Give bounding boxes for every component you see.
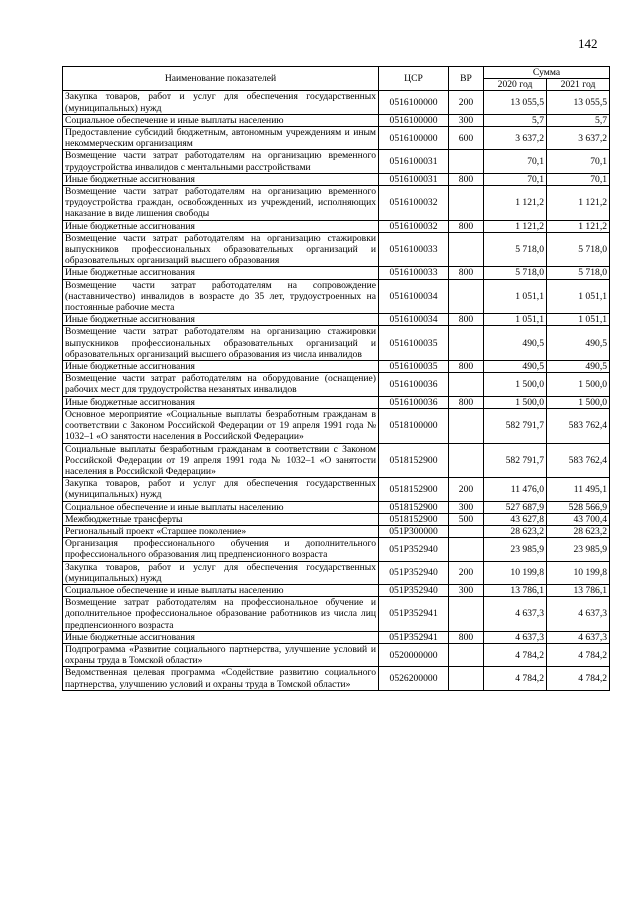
row-vr-cell: 300 <box>449 501 484 513</box>
row-sum-2021-cell: 5 718,0 <box>547 232 610 267</box>
table-row <box>63 114 610 126</box>
row-name-cell: Социальное обеспечение и иные выплаты населению <box>63 114 379 126</box>
row-code-cell: 0516100034 <box>379 314 449 326</box>
row-vr-cell <box>449 150 484 173</box>
row-sum-2020-cell: 582 791,7 <box>484 408 547 443</box>
row-name-cell: Закупка товаров, работ и услуг для обеспечения государственных (муниципальных) нужд <box>63 91 379 114</box>
row-sum-2020-cell: 3 637,2 <box>484 127 547 150</box>
row-sum-2020-cell: 4 784,2 <box>484 667 547 690</box>
row-vr-cell <box>449 279 484 314</box>
row-sum-2020-cell: 1 121,2 <box>484 186 547 221</box>
row-sum-2021-cell: 70,1 <box>547 173 610 185</box>
table-row <box>63 501 610 513</box>
row-sum-2021-cell: 5,7 <box>547 114 610 126</box>
table-row <box>63 443 610 478</box>
row-code-cell: 0516100035 <box>379 326 449 361</box>
row-sum-2020-cell: 70,1 <box>484 173 547 185</box>
row-vr-cell <box>449 443 484 478</box>
row-sum-2020-cell: 13 786,1 <box>484 584 547 596</box>
row-sum-2021-cell: 11 495,1 <box>547 478 610 501</box>
row-sum-2021-cell: 13 055,5 <box>547 91 610 114</box>
row-name-cell: Иные бюджетные ассигнования <box>63 631 379 643</box>
table-row <box>63 186 610 221</box>
row-vr-cell <box>449 408 484 443</box>
row-sum-2020-cell: 1 121,2 <box>484 220 547 232</box>
row-sum-2021-cell: 23 985,9 <box>547 538 610 561</box>
row-sum-2021-cell: 490,5 <box>547 361 610 373</box>
row-code-cell: 051P300000 <box>379 525 449 537</box>
row-name-cell: Возмещение части затрат работодателям на организацию временного трудоустройства граждан, освобожденных из учреждений, исполняющих наказание в виде лишения свободы <box>63 186 379 221</box>
row-sum-2020-cell: 1 500,0 <box>484 373 547 396</box>
table-row <box>63 597 610 632</box>
row-vr-cell <box>449 326 484 361</box>
row-sum-2021-cell: 528 566,9 <box>547 501 610 513</box>
row-name-cell: Возмещение части затрат работодателям на организацию стажировки выпускников профессиональных образовательных организаций и образовательных организаций высшего образования из числа инвалидов <box>63 326 379 361</box>
row-name-cell: Иные бюджетные ассигнования <box>63 396 379 408</box>
row-name-cell: Социальное обеспечение и иные выплаты населению <box>63 584 379 596</box>
header-code: ЦСР <box>379 67 449 91</box>
row-sum-2021-cell: 1 051,1 <box>547 314 610 326</box>
page-number: 142 <box>578 36 598 51</box>
row-code-cell: 0518152900 <box>379 478 449 501</box>
row-vr-cell: 200 <box>449 478 484 501</box>
row-name-cell: Организация профессионального обучения и дополнительного профессионального образования лиц предпенсионного возраста <box>63 538 379 561</box>
row-vr-cell: 300 <box>449 114 484 126</box>
row-vr-cell: 300 <box>449 584 484 596</box>
row-name-cell: Иные бюджетные ассигнования <box>63 361 379 373</box>
row-vr-cell: 600 <box>449 127 484 150</box>
row-sum-2020-cell: 527 687,9 <box>484 501 547 513</box>
table-row <box>63 396 610 408</box>
row-name-cell: Закупка товаров, работ и услуг для обеспечения государственных (муниципальных) нужд <box>63 478 379 501</box>
row-code-cell: 0516100032 <box>379 186 449 221</box>
row-name-cell: Иные бюджетные ассигнования <box>63 220 379 232</box>
row-vr-cell: 800 <box>449 361 484 373</box>
row-sum-2020-cell: 5 718,0 <box>484 267 547 279</box>
row-code-cell: 0516100034 <box>379 279 449 314</box>
row-name-cell: Подпрограмма «Развитие социального партнерства, улучшение условий и охраны труда в Томской области» <box>63 643 379 666</box>
row-sum-2020-cell: 1 051,1 <box>484 279 547 314</box>
row-sum-2021-cell: 4 637,3 <box>547 631 610 643</box>
row-sum-2020-cell: 11 476,0 <box>484 478 547 501</box>
row-sum-2020-cell: 70,1 <box>484 150 547 173</box>
table-row <box>63 173 610 185</box>
table-row <box>63 220 610 232</box>
table-row <box>63 538 610 561</box>
row-code-cell: 0516100035 <box>379 361 449 373</box>
row-sum-2021-cell: 70,1 <box>547 150 610 173</box>
row-sum-2020-cell: 4 637,3 <box>484 631 547 643</box>
row-sum-2020-cell: 490,5 <box>484 361 547 373</box>
row-code-cell: 0516100031 <box>379 173 449 185</box>
row-code-cell: 0518152900 <box>379 443 449 478</box>
header-vr: ВР <box>449 67 484 91</box>
row-sum-2020-cell: 4 784,2 <box>484 643 547 666</box>
table-row <box>63 584 610 596</box>
row-sum-2020-cell: 1 051,1 <box>484 314 547 326</box>
row-sum-2021-cell: 583 762,4 <box>547 443 610 478</box>
header-year-2021: 2021 год <box>547 79 610 91</box>
table-row <box>63 561 610 584</box>
row-sum-2021-cell: 1 121,2 <box>547 186 610 221</box>
table-row <box>63 91 610 114</box>
row-sum-2020-cell: 1 500,0 <box>484 396 547 408</box>
row-sum-2021-cell: 1 500,0 <box>547 396 610 408</box>
row-code-cell: 0516100000 <box>379 91 449 114</box>
row-vr-cell <box>449 186 484 221</box>
row-sum-2020-cell: 43 627,8 <box>484 513 547 525</box>
table-row <box>63 267 610 279</box>
budget-table <box>62 66 610 691</box>
row-sum-2021-cell: 490,5 <box>547 326 610 361</box>
row-vr-cell: 800 <box>449 220 484 232</box>
row-name-cell: Ведомственная целевая программа «Содействие развитию социального партнерства, улучшению условий и охраны труда в Томской области» <box>63 667 379 690</box>
row-code-cell: 0516100000 <box>379 114 449 126</box>
row-name-cell: Иные бюджетные ассигнования <box>63 267 379 279</box>
row-sum-2021-cell: 3 637,2 <box>547 127 610 150</box>
row-sum-2020-cell: 13 055,5 <box>484 91 547 114</box>
row-name-cell: Иные бюджетные ассигнования <box>63 314 379 326</box>
row-code-cell: 0516100036 <box>379 396 449 408</box>
row-vr-cell: 200 <box>449 561 484 584</box>
row-vr-cell <box>449 597 484 632</box>
row-sum-2021-cell: 1 051,1 <box>547 279 610 314</box>
row-sum-2020-cell: 5 718,0 <box>484 232 547 267</box>
row-vr-cell: 500 <box>449 513 484 525</box>
header-name: Наименование показателей <box>63 67 379 91</box>
table-row <box>63 326 610 361</box>
row-vr-cell <box>449 643 484 666</box>
row-code-cell: 0520000000 <box>379 643 449 666</box>
table-row <box>63 513 610 525</box>
row-code-cell: 0516100000 <box>379 127 449 150</box>
row-name-cell: Социальные выплаты безработным гражданам в соответствии с Законом Российской Федерации от 19 апреля 1991 года № 1032–1 «О занятости населения в Российской Федерации» <box>63 443 379 478</box>
row-code-cell: 0518152900 <box>379 501 449 513</box>
table-row <box>63 525 610 537</box>
row-code-cell: 051P352941 <box>379 597 449 632</box>
row-sum-2021-cell: 4 784,2 <box>547 667 610 690</box>
row-sum-2021-cell: 1 500,0 <box>547 373 610 396</box>
table-row <box>63 478 610 501</box>
row-sum-2021-cell: 10 199,8 <box>547 561 610 584</box>
row-name-cell: Региональный проект «Старшее поколение» <box>63 525 379 537</box>
table-row <box>63 667 610 690</box>
row-name-cell: Возмещение части затрат работодателям на организацию стажировки выпускников профессиональных образовательных организаций и образовательных организаций высшего образования <box>63 232 379 267</box>
row-code-cell: 0516100032 <box>379 220 449 232</box>
row-sum-2021-cell: 4 784,2 <box>547 643 610 666</box>
table-row <box>63 150 610 173</box>
row-code-cell: 0516100033 <box>379 232 449 267</box>
table-row <box>63 408 610 443</box>
row-sum-2020-cell: 23 985,9 <box>484 538 547 561</box>
table-row <box>63 373 610 396</box>
row-vr-cell: 800 <box>449 267 484 279</box>
row-code-cell: 0518152900 <box>379 513 449 525</box>
row-name-cell: Иные бюджетные ассигнования <box>63 173 379 185</box>
row-name-cell: Основное мероприятие «Социальные выплаты безработным гражданам в соответствии с Законом Российской Федерации от 19 апреля 1991 года № 1032–1 «О занятости населения в Российской Федерации» <box>63 408 379 443</box>
table-row <box>63 232 610 267</box>
row-vr-cell: 800 <box>449 173 484 185</box>
table-row <box>63 643 610 666</box>
row-sum-2020-cell: 582 791,7 <box>484 443 547 478</box>
row-sum-2020-cell: 5,7 <box>484 114 547 126</box>
table-row <box>63 279 610 314</box>
row-code-cell: 051P352940 <box>379 584 449 596</box>
row-code-cell: 0516100031 <box>379 150 449 173</box>
header-year-2020: 2020 год <box>484 79 547 91</box>
row-vr-cell <box>449 538 484 561</box>
row-sum-2021-cell: 28 623,2 <box>547 525 610 537</box>
row-name-cell: Возмещение части затрат работодателям на оборудование (оснащение) рабочих мест для трудоустройства незанятых инвалидов <box>63 373 379 396</box>
row-sum-2021-cell: 5 718,0 <box>547 267 610 279</box>
row-name-cell: Закупка товаров, работ и услуг для обеспечения государственных (муниципальных) нужд <box>63 561 379 584</box>
row-sum-2020-cell: 10 199,8 <box>484 561 547 584</box>
row-vr-cell: 800 <box>449 631 484 643</box>
row-name-cell: Возмещение части затрат работодателям на сопровождение (наставничество) инвалидов в возрасте до 35 лет, трудоустроенных на постоянные рабочие места <box>63 279 379 314</box>
table-row <box>63 314 610 326</box>
row-vr-cell <box>449 232 484 267</box>
row-code-cell: 051P352941 <box>379 631 449 643</box>
table-row <box>63 361 610 373</box>
table-row <box>63 127 610 150</box>
row-vr-cell <box>449 373 484 396</box>
row-sum-2021-cell: 583 762,4 <box>547 408 610 443</box>
row-name-cell: Возмещение части затрат работодателям на организацию временного трудоустройства инвалидов с ментальными расстройствами <box>63 150 379 173</box>
row-name-cell: Межбюджетные трансферты <box>63 513 379 525</box>
row-code-cell: 0516100036 <box>379 373 449 396</box>
row-name-cell: Возмещение затрат работодателям на профессиональное обучение и дополнительное профессиональное образование работников из числа лиц предпенсионного возраста <box>63 597 379 632</box>
row-sum-2020-cell: 4 637,3 <box>484 597 547 632</box>
row-vr-cell: 200 <box>449 91 484 114</box>
row-code-cell: 051P352940 <box>379 538 449 561</box>
row-sum-2020-cell: 28 623,2 <box>484 525 547 537</box>
row-sum-2021-cell: 4 637,3 <box>547 597 610 632</box>
table-row <box>63 631 610 643</box>
row-vr-cell: 800 <box>449 396 484 408</box>
row-vr-cell <box>449 525 484 537</box>
row-vr-cell: 800 <box>449 314 484 326</box>
row-vr-cell <box>449 667 484 690</box>
row-name-cell: Социальное обеспечение и иные выплаты населению <box>63 501 379 513</box>
row-sum-2021-cell: 13 786,1 <box>547 584 610 596</box>
row-sum-2020-cell: 490,5 <box>484 326 547 361</box>
header-sum: Сумма <box>484 67 610 79</box>
row-code-cell: 051P352940 <box>379 561 449 584</box>
row-code-cell: 0526200000 <box>379 667 449 690</box>
row-code-cell: 0516100033 <box>379 267 449 279</box>
row-sum-2021-cell: 43 700,4 <box>547 513 610 525</box>
row-code-cell: 0518100000 <box>379 408 449 443</box>
row-name-cell: Предоставление субсидий бюджетным, автономным учреждениям и иным некоммерческим организациям <box>63 127 379 150</box>
row-sum-2021-cell: 1 121,2 <box>547 220 610 232</box>
